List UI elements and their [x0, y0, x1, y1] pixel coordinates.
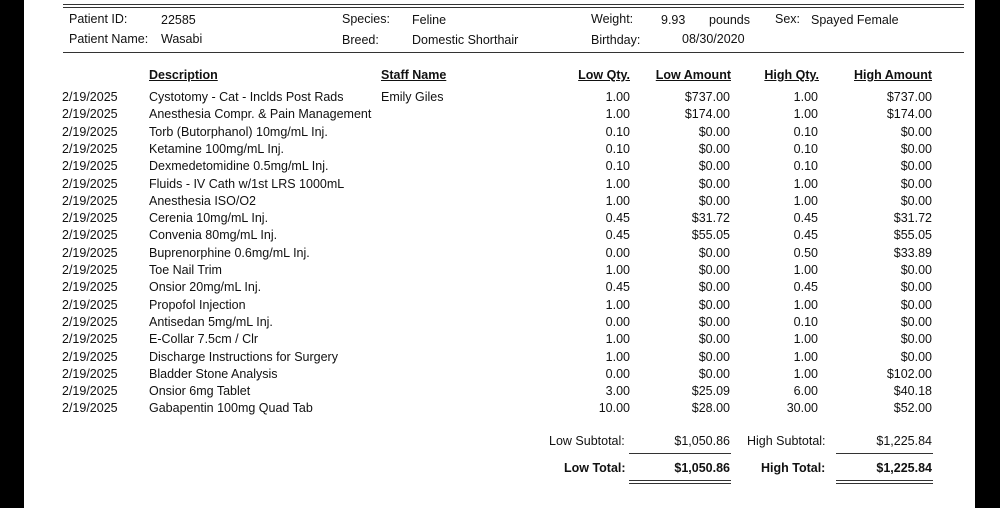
item-description: Anesthesia ISO/O2: [149, 193, 257, 208]
item-description: Onsior 6mg Tablet: [149, 384, 251, 399]
item-low-amount: $31.72: [691, 211, 730, 226]
item-description: Propofol Injection: [149, 297, 246, 312]
item-high-qty: 1.00: [793, 263, 818, 277]
item-low-qty: 10.00: [598, 401, 630, 416]
item-date: 2/19/2025: [62, 107, 118, 122]
weight: 9.93: [661, 13, 686, 27]
item-description: Gabapentin 100mg Quad Tab: [149, 401, 313, 416]
col-low-qty: Low Qty.: [578, 68, 630, 82]
table-row: [24, 89, 975, 106]
item-low-qty: 1.00: [605, 107, 630, 122]
item-low-amount: $0.00: [698, 159, 730, 174]
low-subtotal-rule: [629, 453, 731, 454]
item-description: Discharge Instructions for Surgery: [149, 349, 338, 364]
item-low-amount: $737.00: [684, 90, 730, 104]
item-description: Convenia 80mg/mL Inj.: [149, 228, 278, 243]
item-low-amount: $0.00: [698, 141, 730, 156]
item-low-qty: 0.10: [605, 159, 630, 174]
item-high-amount: $0.00: [900, 332, 932, 347]
item-low-amount: $55.05: [691, 228, 730, 243]
item-high-qty: 1.00: [793, 332, 818, 347]
table-row: [24, 366, 975, 383]
header-bottom-rule: [63, 52, 964, 53]
estimate-document: [24, 0, 975, 508]
item-high-amount: $40.18: [893, 384, 932, 399]
table-row: [24, 106, 975, 123]
weight-label: Weight:: [591, 12, 634, 26]
table-row: [24, 331, 975, 348]
item-date: 2/19/2025: [62, 384, 118, 399]
item-high-qty: 1.00: [793, 193, 818, 208]
item-high-amount: $0.00: [900, 314, 932, 329]
item-high-amount: $737.00: [886, 90, 932, 104]
high-subtotal-rule: [836, 453, 933, 454]
table-row: [24, 193, 975, 210]
item-description: Antisedan 5mg/mL Inj.: [149, 314, 273, 329]
item-high-amount: $0.00: [900, 349, 932, 364]
low-total-label: Low Total:: [564, 461, 626, 475]
item-description: Dexmedetomidine 0.5mg/mL Inj.: [149, 159, 329, 174]
item-high-qty: 0.45: [793, 228, 818, 243]
item-date: 2/19/2025: [62, 401, 118, 416]
item-high-qty: 1.00: [793, 176, 818, 191]
item-description: Torb (Butorphanol) 10mg/mL Inj.: [149, 124, 328, 139]
item-description: Bladder Stone Analysis: [149, 366, 278, 381]
weight-unit: pounds: [709, 13, 751, 27]
item-high-qty: 0.10: [793, 159, 818, 174]
high-subtotal-label: High Subtotal:: [747, 434, 826, 448]
item-high-qty: 1.00: [793, 297, 818, 312]
item-low-qty: 1.00: [605, 263, 630, 277]
patient-name: Wasabi: [161, 32, 203, 46]
item-date: 2/19/2025: [62, 176, 118, 191]
item-high-amount: $55.05: [893, 228, 932, 243]
item-staff: Emily Giles: [381, 90, 444, 104]
item-low-qty: 0.45: [605, 228, 630, 243]
col-low-amount: Low Amount: [655, 68, 731, 82]
item-high-amount: $0.00: [900, 193, 932, 208]
table-row: [24, 400, 975, 417]
item-high-amount: $0.00: [900, 263, 932, 277]
table-row: [24, 176, 975, 193]
low-subtotal: $1,050.86: [674, 434, 730, 448]
sex: Spayed Female: [811, 13, 899, 27]
high-total-label: High Total:: [761, 461, 826, 475]
item-low-qty: 0.00: [605, 366, 630, 381]
table-row: [24, 349, 975, 366]
item-description: Onsior 20mg/mL Inj.: [149, 280, 262, 295]
item-high-amount: $52.00: [893, 401, 932, 416]
item-date: 2/19/2025: [62, 159, 118, 174]
item-description: Cystotomy - Cat - Inclds Post Rads: [149, 90, 344, 104]
item-high-qty: 1.00: [793, 90, 818, 104]
high-total: $1,225.84: [876, 461, 932, 475]
col-description: Description: [149, 68, 218, 82]
table-row: [24, 279, 975, 296]
patient-id-label: Patient ID:: [69, 12, 128, 26]
item-low-amount: $0.00: [698, 263, 730, 277]
high-total-double-rule-1: [836, 480, 933, 481]
item-low-qty: 1.00: [605, 176, 630, 191]
col-high-qty: High Qty.: [764, 68, 819, 82]
item-date: 2/19/2025: [62, 228, 118, 243]
birthday: 08/30/2020: [682, 32, 745, 46]
item-high-amount: $0.00: [900, 159, 932, 174]
high-subtotal: $1,225.84: [876, 434, 932, 448]
header-top-rule-2: [63, 7, 964, 8]
item-high-qty: 1.00: [793, 366, 818, 381]
item-high-qty: 6.00: [793, 384, 818, 399]
item-high-qty: 30.00: [786, 401, 818, 416]
item-high-qty: 0.10: [793, 124, 818, 139]
high-total-double-rule-2: [836, 483, 933, 484]
table-row: [24, 262, 975, 279]
item-date: 2/19/2025: [62, 349, 118, 364]
low-subtotal-label: Low Subtotal:: [549, 434, 625, 448]
item-high-qty: 0.10: [793, 314, 818, 329]
item-high-amount: $0.00: [900, 141, 932, 156]
table-row: [24, 297, 975, 314]
table-row: [24, 158, 975, 175]
item-date: 2/19/2025: [62, 280, 118, 295]
item-date: 2/19/2025: [62, 314, 118, 329]
item-date: 2/19/2025: [62, 332, 118, 347]
item-low-qty: 0.00: [605, 245, 630, 260]
item-low-amount: $0.00: [698, 176, 730, 191]
item-low-qty: 0.00: [605, 314, 630, 329]
birthday-label: Birthday:: [591, 33, 641, 47]
item-low-amount: $0.00: [698, 366, 730, 381]
item-low-amount: $0.00: [698, 193, 730, 208]
item-description: Fluids - IV Cath w/1st LRS 1000mL: [149, 176, 345, 191]
item-high-qty: 0.10: [793, 141, 818, 156]
item-low-qty: 1.00: [605, 332, 630, 347]
item-low-amount: $0.00: [698, 297, 730, 312]
item-description: Anesthesia Compr. & Pain Management: [149, 107, 372, 122]
item-low-amount: $25.09: [691, 384, 730, 399]
table-row: [24, 383, 975, 400]
item-description: Ketamine 100mg/mL Inj.: [149, 141, 285, 156]
item-high-amount: $174.00: [886, 107, 932, 122]
item-low-amount: $28.00: [691, 401, 730, 416]
sex-label: Sex:: [775, 12, 801, 26]
item-date: 2/19/2025: [62, 141, 118, 156]
item-date: 2/19/2025: [62, 124, 118, 139]
table-row: [24, 124, 975, 141]
col-staff: Staff Name: [381, 68, 447, 82]
item-high-qty: 1.00: [793, 107, 818, 122]
species-label: Species:: [342, 12, 390, 26]
table-row: [24, 314, 975, 331]
item-date: 2/19/2025: [62, 245, 118, 260]
item-low-qty: 0.10: [605, 124, 630, 139]
low-total-double-rule-1: [629, 480, 731, 481]
item-low-amount: $0.00: [698, 245, 730, 260]
item-low-qty: 1.00: [605, 297, 630, 312]
item-low-amount: $0.00: [698, 349, 730, 364]
item-low-qty: 1.00: [605, 193, 630, 208]
item-high-amount: $31.72: [893, 211, 932, 226]
item-low-amount: $0.00: [698, 280, 730, 295]
item-low-qty: 3.00: [605, 384, 630, 399]
patient-name-label: Patient Name:: [69, 32, 149, 46]
col-high-amount: High Amount: [854, 68, 932, 82]
patient-id: 22585: [161, 13, 196, 27]
item-date: 2/19/2025: [62, 90, 118, 104]
table-row: [24, 210, 975, 227]
header-top-rule: [63, 4, 964, 5]
low-total-double-rule-2: [629, 483, 731, 484]
species: Feline: [412, 13, 447, 27]
item-low-amount: $0.00: [698, 332, 730, 347]
item-date: 2/19/2025: [62, 211, 118, 226]
table-row: [24, 227, 975, 244]
item-high-qty: 0.45: [793, 280, 818, 295]
item-description: Buprenorphine 0.6mg/mL Inj.: [149, 245, 310, 260]
item-low-amount: $0.00: [698, 124, 730, 139]
item-low-qty: 1.00: [605, 90, 630, 104]
item-high-amount: $33.89: [893, 245, 932, 260]
item-description: Toe Nail Trim: [149, 263, 222, 277]
low-total: $1,050.86: [674, 461, 730, 475]
breed-label: Breed:: [342, 33, 379, 47]
item-date: 2/19/2025: [62, 366, 118, 381]
item-high-amount: $0.00: [900, 124, 932, 139]
item-date: 2/19/2025: [62, 193, 118, 208]
item-high-amount: $0.00: [900, 280, 932, 295]
item-low-amount: $174.00: [684, 107, 730, 122]
item-high-amount: $0.00: [900, 297, 932, 312]
item-description: Cerenia 10mg/mL Inj.: [149, 211, 269, 226]
item-low-qty: 0.45: [605, 280, 630, 295]
item-low-qty: 1.00: [605, 349, 630, 364]
table-row: [24, 141, 975, 158]
item-high-qty: 1.00: [793, 349, 818, 364]
item-high-qty: 0.45: [793, 211, 818, 226]
item-date: 2/19/2025: [62, 297, 118, 312]
item-high-amount: $102.00: [886, 366, 932, 381]
item-high-qty: 0.50: [793, 245, 818, 260]
item-low-qty: 0.45: [605, 211, 630, 226]
table-row: [24, 245, 975, 262]
breed: Domestic Shorthair: [412, 33, 519, 47]
item-date: 2/19/2025: [62, 263, 118, 277]
item-low-amount: $0.00: [698, 314, 730, 329]
item-description: E-Collar 7.5cm / Clr: [149, 332, 259, 347]
item-high-amount: $0.00: [900, 176, 932, 191]
item-low-qty: 0.10: [605, 141, 630, 156]
